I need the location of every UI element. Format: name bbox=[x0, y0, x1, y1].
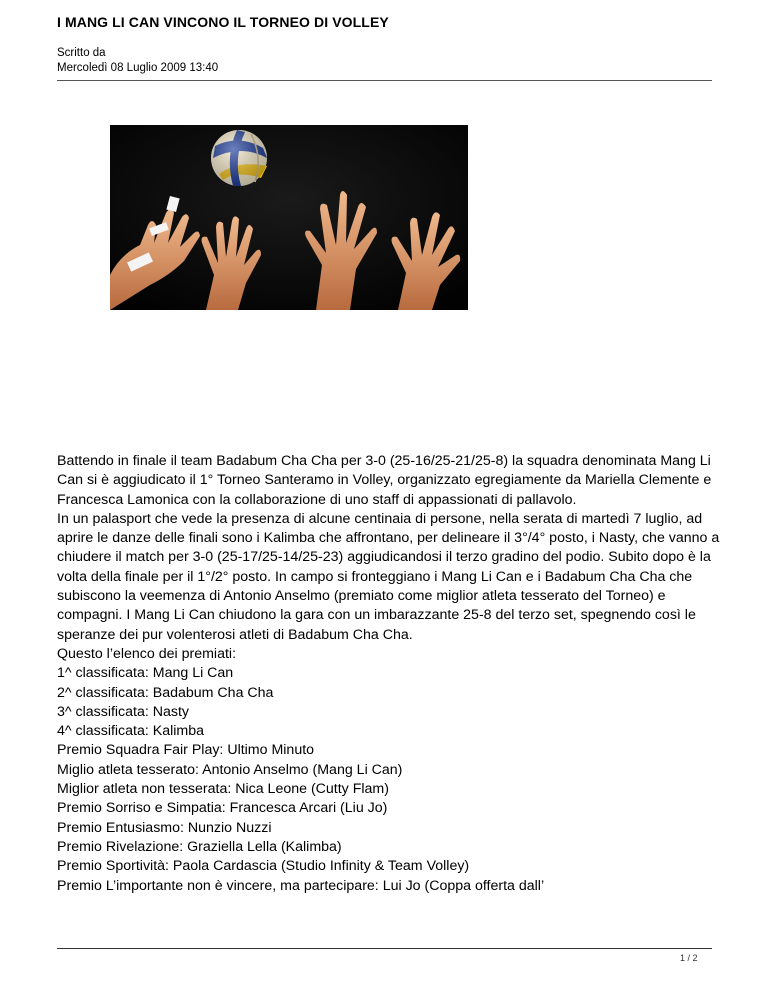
prize-item: Premio L’importante non è vincere, ma partecipare: Lui Jo (Coppa offerta dall’ bbox=[57, 877, 545, 894]
paragraph-1: Battendo in finale il team Badabum Cha Cha per 3-0 (25-16/25-21/25-8) la squadra denominata Mang Li Can si è aggiudicato il 1° Torneo Santeramo in Volley, organizzato egregiamente da Mariella Clemente e Francesca Lamonica con la collaborazione di uno staff di appassionati di pallavolo. bbox=[57, 453, 712, 508]
volleyball-photo bbox=[110, 125, 468, 310]
prize-item: Premio Sorriso e Simpatia: Francesca Arcari (Liu Jo) bbox=[57, 800, 388, 817]
prize-item: Premio Entusiasmo: Nunzio Nuzzi bbox=[57, 819, 272, 836]
volleyball bbox=[211, 130, 267, 186]
byline: Scritto da bbox=[57, 47, 106, 59]
article-body bbox=[57, 452, 727, 896]
publish-date: Mercoledì 08 Luglio 2009 13:40 bbox=[57, 62, 219, 74]
prize-item: Miglior atleta non tesserata: Nica Leone (Cutty Flam) bbox=[57, 781, 389, 798]
prize-item: Premio Squadra Fair Play: Ultimo Minuto bbox=[57, 742, 315, 759]
prize-item: 3^ classificata: Nasty bbox=[57, 703, 190, 720]
article-title: I MANG LI CAN VINCONO IL TORNEO DI VOLLEY bbox=[57, 14, 389, 30]
paragraph-2: In un palasport che vede la presenza di alcune centinaia di persone, nella serata di martedì 7 luglio, ad aprire le danze delle finali sono i Kalimba che affrontano, per delineare il 3°/4° posto, i Nasty, che vanno a chiudere il match per 3-0 (25-17/25-14/25-23) aggiudicandosi il terzo gradino del podio. Subito dopo è la volta della finale per il 1°/2° posto. In campo si fronteggiano i Mang Li Can e i Badabum Cha Cha che subiscono la veemenza di Antonio Anselmo (premiato come miglior atleta tesserato del Torneo) e compagni. I Mang Li Can chiudono la gara con un imbarazzante 25-8 del terzo set, spegnendo così le speranze dei pur volenterosi atleti di Badabum Cha Cha. bbox=[57, 510, 720, 643]
footer-divider bbox=[57, 948, 712, 949]
header-divider bbox=[57, 80, 712, 81]
prize-item: Miglio atleta tesserato: Antonio Anselmo (Mang Li Can) bbox=[57, 761, 403, 778]
paragraph-3: Questo l’elenco dei premiati: bbox=[57, 645, 237, 662]
page-number: 1 / 2 bbox=[680, 953, 698, 963]
prize-item: Premio Rivelazione: Graziella Lella (Kalimba) bbox=[57, 838, 342, 855]
prize-item: 2^ classificata: Badabum Cha Cha bbox=[57, 684, 274, 701]
article-meta bbox=[57, 46, 218, 76]
prize-item: 1^ classificata: Mang Li Can bbox=[57, 665, 234, 682]
prize-item: 4^ classificata: Kalimba bbox=[57, 723, 205, 740]
prize-item: Premio Sportività: Paola Cardascia (Studio Infinity & Team Volley) bbox=[57, 858, 470, 875]
prize-list bbox=[57, 664, 727, 896]
